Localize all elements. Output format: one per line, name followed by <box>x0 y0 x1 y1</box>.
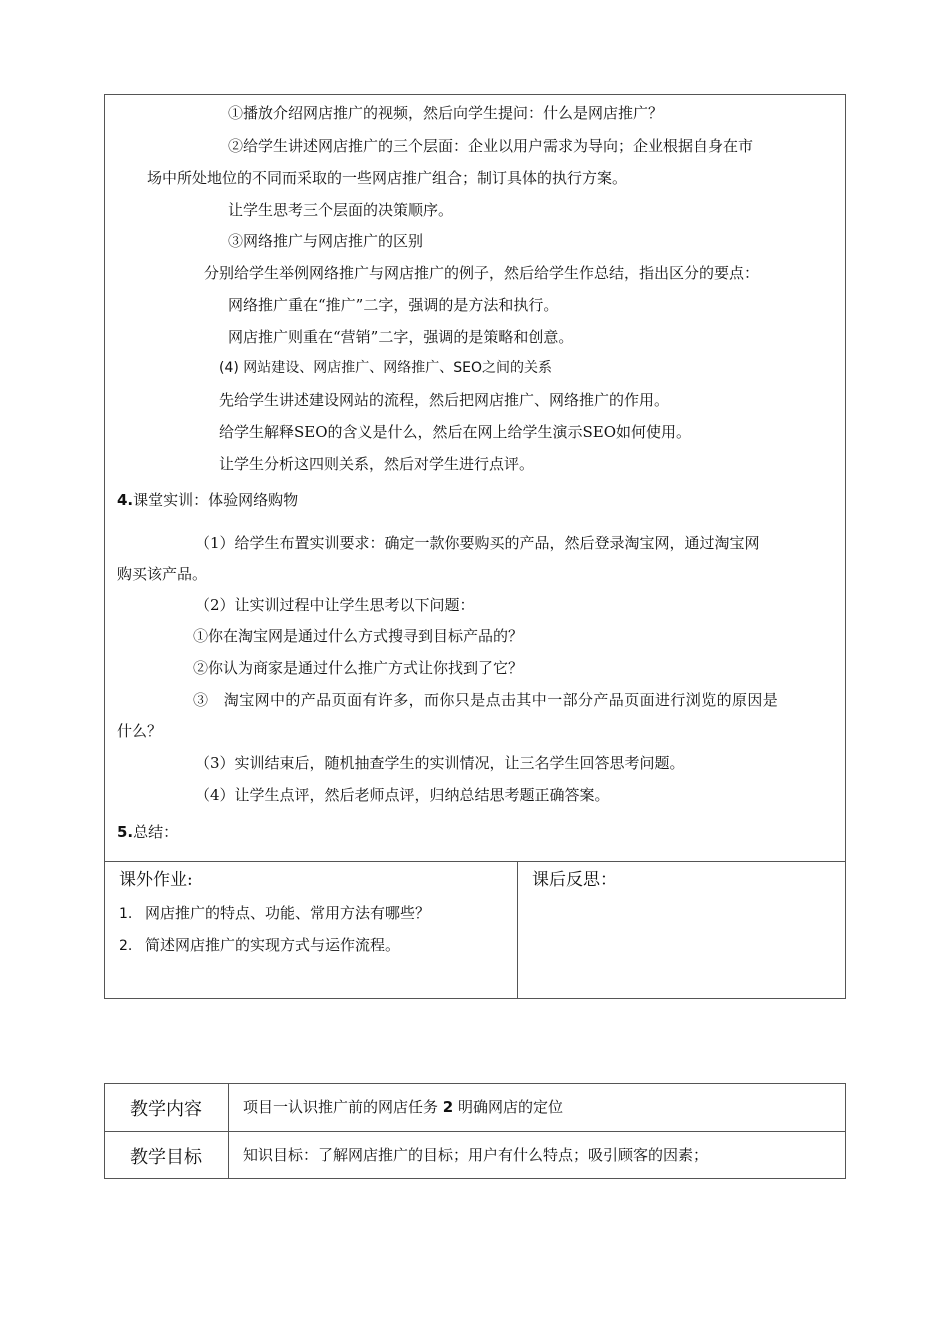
practice-line: ①你在淘宝网是通过什么方式搜寻到目标产品的？ <box>193 627 524 645</box>
homework-item-number: 1. <box>119 906 133 922</box>
lesson-line: ③网络推广与网店推广的区别 <box>228 232 424 250</box>
lesson-line: 场中所处地位的不同而采取的一些网店推广组合；制订具体的执行方案。 <box>147 169 628 187</box>
section-heading-4 <box>117 490 298 510</box>
lesson-line: 给学生解释SEO的含义是什么，然后在网上给学生演示SEO如何使用。 <box>219 423 692 441</box>
course-info-row-divider <box>104 1131 846 1132</box>
homework-item-text: 网店推广的特点、功能、常用方法有哪些？ <box>145 904 431 922</box>
lesson-line: 先给学生讲述建设网站的流程，然后把网店推广、网络推广的作用。 <box>219 391 670 409</box>
practice-line: 购买该产品。 <box>117 565 208 583</box>
practice-line: （1）给学生布置实训要求：确定一款你要购买的产品，然后登录淘宝网，通过淘宝网 <box>195 534 760 552</box>
practice-line: （3）实训结束后，随机抽查学生的实训情况，让三名学生回答思考问题。 <box>195 754 685 772</box>
lesson-line: (4) 网站建设、网店推广、网络推广、SEO之间的关系 <box>219 360 553 376</box>
homework-item <box>119 903 430 924</box>
lesson-line: 让学生思考三个层面的决策顺序。 <box>228 201 454 219</box>
section-heading-5 <box>117 822 178 842</box>
lesson-line: 网络推广重在“推广”二字，强调的是方法和执行。 <box>228 296 559 314</box>
section-title: 课堂实训：体验网络购物 <box>133 491 299 509</box>
practice-line: ②你认为商家是通过什么推广方式让你找到了它？ <box>193 659 524 677</box>
practice-line: （4）让学生点评，然后老师点评，归纳总结思考题正确答案。 <box>195 786 610 804</box>
section-title: 总结： <box>133 823 179 841</box>
reflection-title: 课后反思： <box>532 870 617 890</box>
teaching-goal-value: 知识目标：了解网店推广的目标；用户有什么特点；吸引顾客的因素； <box>243 1146 709 1164</box>
lesson-line: 分别给学生举例网络推广与网店推广的例子，然后给学生作总结，指出区分的要点： <box>204 264 760 282</box>
practice-line: （2）让实训过程中让学生思考以下问题： <box>195 596 475 614</box>
teaching-content-label: 教学内容 <box>130 1099 202 1120</box>
practice-line: ③ 淘宝网中的产品页面有许多，而你只是点击其中一部分产品页面进行浏览的原因是 <box>193 691 779 709</box>
homework-title: 课外作业: <box>119 870 193 890</box>
homework-item <box>119 935 400 956</box>
lesson-line: ②给学生讲述网店推广的三个层面：企业以用户需求为导向；企业根据自身在市 <box>228 137 754 155</box>
lesson-line: ①播放介绍网店推广的视频，然后向学生提问：什么是网店推广？ <box>228 104 664 122</box>
section-number: 5. <box>117 823 134 841</box>
teaching-content-value <box>243 1097 563 1117</box>
course-info-col-divider <box>228 1083 229 1179</box>
task-number: 2 <box>442 1098 454 1116</box>
practice-line: 什么？ <box>117 722 163 740</box>
lesson-line: 让学生分析这四则关系，然后对学生进行点评。 <box>219 455 535 473</box>
teaching-content-text-a: 项目一认识推广前的网店任务 <box>243 1098 439 1116</box>
lesson-line: 网店推广则重在“营销”二字，强调的是策略和创意。 <box>228 328 574 346</box>
lesson-table-divider <box>104 861 846 862</box>
homework-item-number: 2. <box>119 938 133 954</box>
teaching-goal-label: 教学目标 <box>130 1147 202 1168</box>
section-number: 4. <box>117 491 134 509</box>
homework-item-text: 简述网店推广的实现方式与运作流程。 <box>145 936 401 954</box>
teaching-content-text-b: 明确网店的定位 <box>458 1098 564 1116</box>
homework-reflection-divider <box>517 861 518 999</box>
